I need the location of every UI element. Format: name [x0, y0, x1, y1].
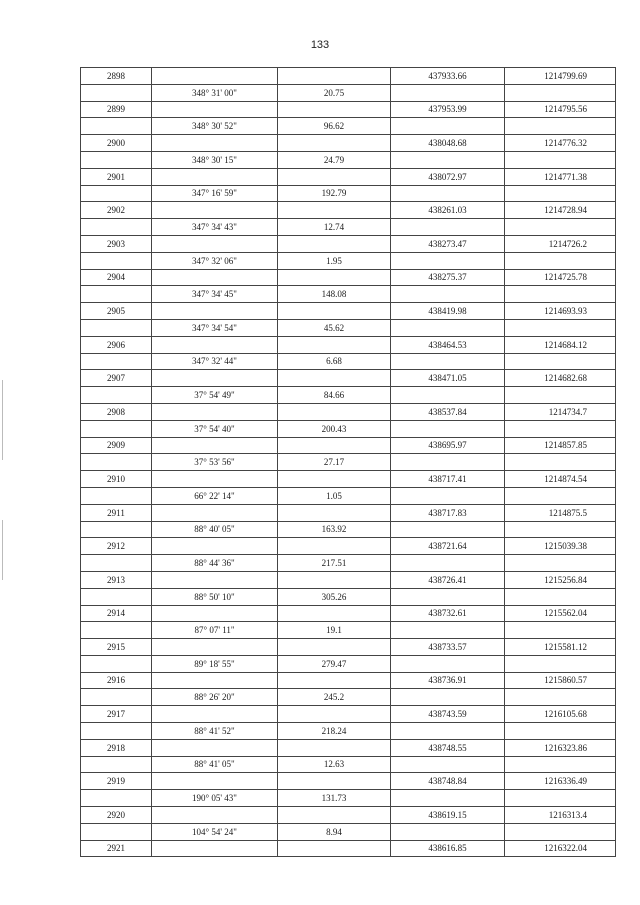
- leg-row: [81, 84, 616, 101]
- empty-cell: [152, 807, 278, 824]
- empty-cell: [81, 487, 152, 504]
- empty-cell: [391, 454, 505, 471]
- empty-cell: [505, 521, 616, 538]
- station-number-cell: 2915: [81, 639, 152, 656]
- empty-cell: [391, 387, 505, 404]
- empty-cell: [81, 588, 152, 605]
- leg-row: [81, 353, 616, 370]
- empty-cell: [391, 286, 505, 303]
- leg-row: [81, 185, 616, 202]
- northing-cell: 438471.05: [391, 370, 505, 387]
- leg-row: [81, 555, 616, 572]
- distance-cell: 8.94: [278, 823, 391, 840]
- station-row: [81, 706, 616, 723]
- scan-margin-mark: [2, 520, 3, 580]
- northing-cell: 438717.83: [391, 504, 505, 521]
- bearing-cell: 37° 54' 49": [152, 387, 278, 404]
- distance-cell: 84.66: [278, 387, 391, 404]
- leg-row: [81, 151, 616, 168]
- empty-cell: [278, 336, 391, 353]
- empty-cell: [505, 319, 616, 336]
- station-row: [81, 840, 616, 857]
- distance-cell: 163.92: [278, 521, 391, 538]
- distance-cell: 12.74: [278, 219, 391, 236]
- station-row: [81, 303, 616, 320]
- leg-row: [81, 756, 616, 773]
- leg-row: [81, 790, 616, 807]
- station-number-cell: 2917: [81, 706, 152, 723]
- empty-cell: [505, 151, 616, 168]
- easting-cell: 1214682.68: [505, 370, 616, 387]
- station-number-cell: 2902: [81, 202, 152, 219]
- easting-cell: 1216323.86: [505, 739, 616, 756]
- empty-cell: [152, 571, 278, 588]
- distance-cell: 148.08: [278, 286, 391, 303]
- empty-cell: [278, 571, 391, 588]
- empty-cell: [152, 605, 278, 622]
- easting-cell: 1216313.4: [505, 807, 616, 824]
- station-row: [81, 672, 616, 689]
- empty-cell: [152, 504, 278, 521]
- empty-cell: [81, 555, 152, 572]
- empty-cell: [152, 773, 278, 790]
- easting-cell: 1214799.69: [505, 68, 616, 85]
- empty-cell: [391, 84, 505, 101]
- easting-cell: 1214857.85: [505, 437, 616, 454]
- empty-cell: [278, 202, 391, 219]
- station-row: [81, 571, 616, 588]
- leg-row: [81, 487, 616, 504]
- empty-cell: [505, 252, 616, 269]
- leg-row: [81, 521, 616, 538]
- empty-cell: [391, 487, 505, 504]
- empty-cell: [81, 655, 152, 672]
- station-row: [81, 639, 616, 656]
- empty-cell: [278, 68, 391, 85]
- empty-cell: [152, 269, 278, 286]
- empty-cell: [152, 168, 278, 185]
- distance-cell: 200.43: [278, 420, 391, 437]
- empty-cell: [81, 622, 152, 639]
- empty-cell: [81, 823, 152, 840]
- bearing-cell: 348° 31' 00": [152, 84, 278, 101]
- bearing-cell: 347° 34' 54": [152, 319, 278, 336]
- bearing-cell: 88° 50' 10": [152, 588, 278, 605]
- empty-cell: [391, 353, 505, 370]
- bearing-cell: 347° 34' 45": [152, 286, 278, 303]
- leg-row: [81, 319, 616, 336]
- empty-cell: [505, 84, 616, 101]
- leg-row: [81, 118, 616, 135]
- empty-cell: [81, 454, 152, 471]
- empty-cell: [81, 319, 152, 336]
- empty-cell: [391, 823, 505, 840]
- station-row: [81, 101, 616, 118]
- empty-cell: [391, 118, 505, 135]
- station-number-cell: 2914: [81, 605, 152, 622]
- northing-cell: 438743.59: [391, 706, 505, 723]
- empty-cell: [278, 739, 391, 756]
- empty-cell: [81, 252, 152, 269]
- empty-cell: [505, 756, 616, 773]
- easting-cell: 1216322.04: [505, 840, 616, 857]
- station-number-cell: 2904: [81, 269, 152, 286]
- distance-cell: 305.26: [278, 588, 391, 605]
- empty-cell: [505, 555, 616, 572]
- distance-cell: 1.95: [278, 252, 391, 269]
- empty-cell: [391, 790, 505, 807]
- leg-row: [81, 454, 616, 471]
- empty-cell: [152, 706, 278, 723]
- empty-cell: [278, 370, 391, 387]
- empty-cell: [81, 84, 152, 101]
- station-number-cell: 2903: [81, 235, 152, 252]
- station-row: [81, 807, 616, 824]
- survey-coordinates-table: [80, 67, 616, 857]
- distance-cell: 131.73: [278, 790, 391, 807]
- empty-cell: [152, 840, 278, 857]
- station-number-cell: 2909: [81, 437, 152, 454]
- empty-cell: [391, 655, 505, 672]
- station-number-cell: 2905: [81, 303, 152, 320]
- distance-cell: 6.68: [278, 353, 391, 370]
- leg-row: [81, 387, 616, 404]
- northing-cell: 438619.15: [391, 807, 505, 824]
- distance-cell: 27.17: [278, 454, 391, 471]
- distance-cell: 279.47: [278, 655, 391, 672]
- distance-cell: 19.1: [278, 622, 391, 639]
- bearing-cell: 88° 41' 05": [152, 756, 278, 773]
- northing-cell: 438261.03: [391, 202, 505, 219]
- easting-cell: 1215562.04: [505, 605, 616, 622]
- empty-cell: [278, 840, 391, 857]
- empty-cell: [505, 454, 616, 471]
- station-row: [81, 504, 616, 521]
- station-number-cell: 2919: [81, 773, 152, 790]
- easting-cell: 1214725.78: [505, 269, 616, 286]
- empty-cell: [81, 723, 152, 740]
- easting-cell: 1214734.7: [505, 403, 616, 420]
- empty-cell: [81, 689, 152, 706]
- station-row: [81, 403, 616, 420]
- table-body: [81, 68, 616, 857]
- northing-cell: 438736.91: [391, 672, 505, 689]
- easting-cell: 1215039.38: [505, 538, 616, 555]
- distance-cell: 218.24: [278, 723, 391, 740]
- station-number-cell: 2913: [81, 571, 152, 588]
- bearing-cell: 37° 53' 56": [152, 454, 278, 471]
- empty-cell: [505, 487, 616, 504]
- empty-cell: [391, 185, 505, 202]
- leg-row: [81, 420, 616, 437]
- northing-cell: 438275.37: [391, 269, 505, 286]
- empty-cell: [152, 101, 278, 118]
- station-row: [81, 437, 616, 454]
- empty-cell: [391, 555, 505, 572]
- station-row: [81, 68, 616, 85]
- empty-cell: [505, 588, 616, 605]
- easting-cell: 1214795.56: [505, 101, 616, 118]
- empty-cell: [278, 101, 391, 118]
- empty-cell: [152, 672, 278, 689]
- empty-cell: [81, 756, 152, 773]
- station-row: [81, 168, 616, 185]
- empty-cell: [152, 538, 278, 555]
- empty-cell: [81, 219, 152, 236]
- easting-cell: 1214728.94: [505, 202, 616, 219]
- distance-cell: 20.75: [278, 84, 391, 101]
- empty-cell: [278, 773, 391, 790]
- empty-cell: [505, 219, 616, 236]
- station-row: [81, 471, 616, 488]
- empty-cell: [152, 437, 278, 454]
- empty-cell: [81, 353, 152, 370]
- empty-cell: [278, 303, 391, 320]
- bearing-cell: 87° 07' 11": [152, 622, 278, 639]
- station-number-cell: 2906: [81, 336, 152, 353]
- empty-cell: [391, 420, 505, 437]
- northing-cell: 438732.61: [391, 605, 505, 622]
- empty-cell: [505, 286, 616, 303]
- empty-cell: [391, 588, 505, 605]
- leg-row: [81, 219, 616, 236]
- easting-cell: 1214771.38: [505, 168, 616, 185]
- station-row: [81, 538, 616, 555]
- northing-cell: 438616.85: [391, 840, 505, 857]
- bearing-cell: 88° 26' 20": [152, 689, 278, 706]
- empty-cell: [278, 639, 391, 656]
- station-row: [81, 773, 616, 790]
- empty-cell: [505, 655, 616, 672]
- easting-cell: 1214684.12: [505, 336, 616, 353]
- empty-cell: [278, 235, 391, 252]
- empty-cell: [278, 538, 391, 555]
- page-number: 133: [310, 39, 330, 51]
- easting-cell: 1214693.93: [505, 303, 616, 320]
- leg-row: [81, 689, 616, 706]
- bearing-cell: 348° 30' 52": [152, 118, 278, 135]
- station-row: [81, 235, 616, 252]
- bearing-cell: 347° 16' 59": [152, 185, 278, 202]
- empty-cell: [505, 420, 616, 437]
- northing-cell: 438721.64: [391, 538, 505, 555]
- station-row: [81, 739, 616, 756]
- bearing-cell: 347° 32' 06": [152, 252, 278, 269]
- station-row: [81, 370, 616, 387]
- bearing-cell: 66° 22' 14": [152, 487, 278, 504]
- easting-cell: 1215581.12: [505, 639, 616, 656]
- empty-cell: [391, 151, 505, 168]
- empty-cell: [152, 235, 278, 252]
- empty-cell: [505, 790, 616, 807]
- empty-cell: [505, 387, 616, 404]
- northing-cell: 438726.41: [391, 571, 505, 588]
- empty-cell: [505, 723, 616, 740]
- easting-cell: 1215860.57: [505, 672, 616, 689]
- empty-cell: [152, 370, 278, 387]
- leg-row: [81, 622, 616, 639]
- station-number-cell: 2911: [81, 504, 152, 521]
- empty-cell: [391, 756, 505, 773]
- northing-cell: 438695.97: [391, 437, 505, 454]
- bearing-cell: 89° 18' 55": [152, 655, 278, 672]
- station-number-cell: 2918: [81, 739, 152, 756]
- distance-cell: 192.79: [278, 185, 391, 202]
- bearing-cell: 347° 34' 43": [152, 219, 278, 236]
- empty-cell: [278, 135, 391, 152]
- empty-cell: [278, 403, 391, 420]
- empty-cell: [152, 135, 278, 152]
- easting-cell: 1214875.5: [505, 504, 616, 521]
- distance-cell: 1.05: [278, 487, 391, 504]
- empty-cell: [391, 689, 505, 706]
- station-number-cell: 2921: [81, 840, 152, 857]
- empty-cell: [278, 672, 391, 689]
- station-number-cell: 2907: [81, 370, 152, 387]
- station-row: [81, 269, 616, 286]
- station-row: [81, 336, 616, 353]
- empty-cell: [81, 286, 152, 303]
- empty-cell: [278, 269, 391, 286]
- station-number-cell: 2912: [81, 538, 152, 555]
- bearing-cell: 347° 32' 44": [152, 353, 278, 370]
- empty-cell: [391, 622, 505, 639]
- northing-cell: 437953.99: [391, 101, 505, 118]
- northing-cell: 438048.68: [391, 135, 505, 152]
- empty-cell: [152, 303, 278, 320]
- empty-cell: [152, 403, 278, 420]
- empty-cell: [152, 639, 278, 656]
- distance-cell: 245.2: [278, 689, 391, 706]
- station-row: [81, 605, 616, 622]
- empty-cell: [278, 807, 391, 824]
- easting-cell: 1214874.54: [505, 471, 616, 488]
- distance-cell: 12.63: [278, 756, 391, 773]
- northing-cell: 438273.47: [391, 235, 505, 252]
- empty-cell: [81, 387, 152, 404]
- empty-cell: [278, 471, 391, 488]
- distance-cell: 24.79: [278, 151, 391, 168]
- bearing-cell: 88° 40' 05": [152, 521, 278, 538]
- northing-cell: 438748.84: [391, 773, 505, 790]
- empty-cell: [391, 219, 505, 236]
- leg-row: [81, 252, 616, 269]
- bearing-cell: 104° 54' 24": [152, 823, 278, 840]
- station-number-cell: 2908: [81, 403, 152, 420]
- empty-cell: [391, 319, 505, 336]
- station-number-cell: 2900: [81, 135, 152, 152]
- distance-cell: 217.51: [278, 555, 391, 572]
- bearing-cell: 37° 54' 40": [152, 420, 278, 437]
- station-number-cell: 2920: [81, 807, 152, 824]
- empty-cell: [505, 622, 616, 639]
- station-number-cell: 2901: [81, 168, 152, 185]
- northing-cell: 438419.98: [391, 303, 505, 320]
- bearing-cell: 190° 05' 43": [152, 790, 278, 807]
- station-number-cell: 2899: [81, 101, 152, 118]
- leg-row: [81, 588, 616, 605]
- northing-cell: 438072.97: [391, 168, 505, 185]
- empty-cell: [505, 185, 616, 202]
- empty-cell: [505, 689, 616, 706]
- empty-cell: [278, 437, 391, 454]
- empty-cell: [152, 471, 278, 488]
- northing-cell: 438717.41: [391, 471, 505, 488]
- bearing-cell: 88° 41' 52": [152, 723, 278, 740]
- empty-cell: [81, 185, 152, 202]
- northing-cell: 438733.57: [391, 639, 505, 656]
- empty-cell: [81, 521, 152, 538]
- easting-cell: 1216105.68: [505, 706, 616, 723]
- station-row: [81, 135, 616, 152]
- empty-cell: [81, 790, 152, 807]
- northing-cell: 438537.84: [391, 403, 505, 420]
- station-number-cell: 2916: [81, 672, 152, 689]
- distance-cell: 45.62: [278, 319, 391, 336]
- bearing-cell: 348° 30' 15": [152, 151, 278, 168]
- empty-cell: [152, 202, 278, 219]
- empty-cell: [391, 723, 505, 740]
- empty-cell: [81, 420, 152, 437]
- empty-cell: [278, 504, 391, 521]
- empty-cell: [81, 151, 152, 168]
- empty-cell: [505, 353, 616, 370]
- northing-cell: 438748.55: [391, 739, 505, 756]
- empty-cell: [278, 706, 391, 723]
- empty-cell: [81, 118, 152, 135]
- station-number-cell: 2910: [81, 471, 152, 488]
- empty-cell: [278, 605, 391, 622]
- bearing-cell: 88° 44' 36": [152, 555, 278, 572]
- station-number-cell: 2898: [81, 68, 152, 85]
- easting-cell: 1214776.32: [505, 135, 616, 152]
- leg-row: [81, 823, 616, 840]
- easting-cell: 1216336.49: [505, 773, 616, 790]
- empty-cell: [505, 823, 616, 840]
- empty-cell: [152, 336, 278, 353]
- empty-cell: [152, 68, 278, 85]
- easting-cell: 1215256.84: [505, 571, 616, 588]
- empty-cell: [505, 118, 616, 135]
- northing-cell: 438464.53: [391, 336, 505, 353]
- empty-cell: [278, 168, 391, 185]
- empty-cell: [391, 521, 505, 538]
- leg-row: [81, 723, 616, 740]
- station-row: [81, 202, 616, 219]
- easting-cell: 1214726.2: [505, 235, 616, 252]
- empty-cell: [152, 739, 278, 756]
- northing-cell: 437933.66: [391, 68, 505, 85]
- empty-cell: [391, 252, 505, 269]
- leg-row: [81, 655, 616, 672]
- distance-cell: 96.62: [278, 118, 391, 135]
- leg-row: [81, 286, 616, 303]
- scan-margin-mark: [2, 380, 3, 460]
